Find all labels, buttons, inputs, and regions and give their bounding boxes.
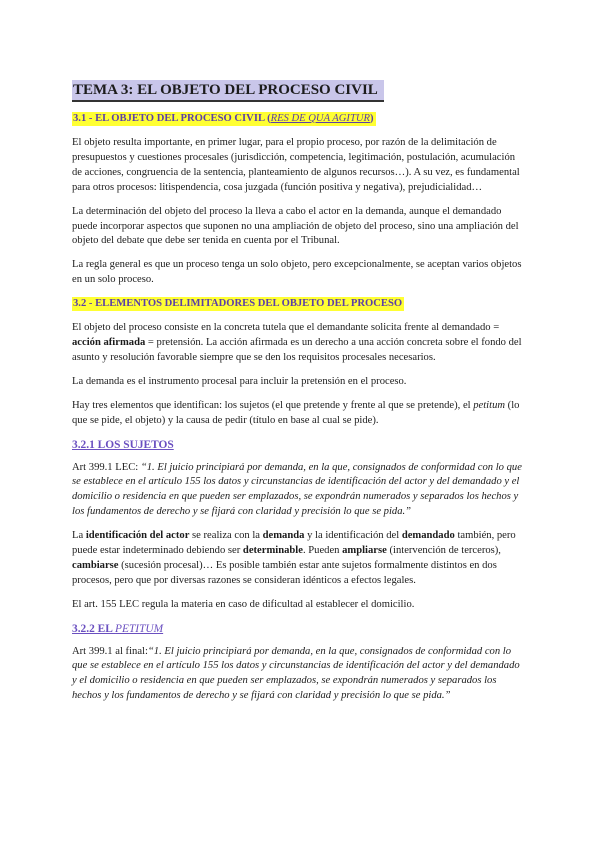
bold-demanda: demanda — [262, 530, 305, 542]
bold-determinable: determinable — [242, 545, 303, 557]
quote-text-2: “1. El juicio principiará por demanda, en la que, consignados de conformidad con lo que se establece en el artículo 155 los datos y circunstancias de identificación del actor y del demandado y el domicilio o residencia en que pueden ser emplazados, se expondrán numerados y separados los hechos y los fundamentos de derecho y se fijará con claridad y precisión lo que se pida.” — [72, 645, 520, 702]
p1-text-c: = pretensión. La acción afirmada es un derecho a una acción concreta sobre el fondo del asunto y resolución favorable siempre que se den los requisitos procesales necesarios. — [72, 337, 522, 363]
section-3-1-paragraph-1: El objeto resulta importante, en primer lugar, para el propio proceso, por razón de la delimitación de presupuestos y cuestiones procesales (jurisdicción, competencia, legitimación, postulación, acumulación de acciones, congruencia de la sentencia, planteamiento de algunos recursos…). A su vez, es fundamental para otros procesos: litispendencia, cosa juzgada (función positiva y negativa), prejudicialidad… — [72, 137, 520, 193]
t7: también, pero puede estar indeterminado debiendo ser — [72, 530, 516, 557]
section-3-1-heading-close: ) — [369, 113, 374, 124]
section-3-1-heading-italic: RES DE QUA AGITUR — [270, 113, 370, 124]
t5: y la identificación del — [304, 530, 402, 542]
section-3-1-paragraph-2: La determinación del objeto del proceso la lleva a cabo el actor en la demanda, aunque el demandado puede incorporar aspectos que suponen no una ampliación de objeto del proceso, sino una ampliación del objeto del debate que debe ser tenida en cuenta por el Tribunal. — [72, 205, 519, 247]
bold-ampliarse: ampliarse — [342, 545, 387, 557]
bold-identificacion: identificación del actor — [85, 530, 190, 542]
section-3-2-2-heading-text: 3.2.2 EL — [72, 622, 116, 635]
p1-text-a: El objeto del proceso consiste en la concreta tutela que el demandante solicita frente al demandado = — [72, 322, 500, 334]
bold-demandado: demandado — [401, 530, 455, 542]
section-3-2-1-paragraph-3: El art. 155 LEC regula la materia en caso de dificultad al establecer el domicilio. — [72, 598, 415, 610]
section-3-2-1-quote — [72, 461, 524, 521]
p1-bold-accion: acción afirmada — [72, 337, 146, 349]
quote-lead-2: Art 399.1 al final: — [72, 645, 148, 657]
section-3-2-heading: 3.2 - ELEMENTOS DELIMITADORES DEL OBJETO DEL PROCESO — [73, 298, 403, 310]
section-3-2-heading-wrap — [72, 297, 524, 321]
section-3-1-heading — [72, 112, 376, 126]
t13: (sucesión procesal)… Es posible también estar ante sujetos formalmente distintos en dos procesos, pero que por diversas razones se consideran idénticos a efectos legales. — [72, 559, 497, 586]
section-3-1-heading-wrap — [72, 112, 524, 136]
page-title: TEMA 3: EL OBJETO DEL PROCESO CIVIL — [72, 80, 384, 102]
section-3-2-1-heading: 3.2.1 LOS SUJETOS — [72, 438, 174, 451]
bold-cambiarse: cambiarse — [72, 559, 119, 571]
section-3-2-paragraph-2: La demanda es el instrumento procesal para incluir la pretensión en el proceso. — [72, 375, 407, 387]
section-3-1-heading-text: 3.1 - EL OBJETO DEL PROCESO CIVIL ( — [73, 113, 271, 124]
quote-text: “1. El juicio principiará por demanda, en la que, consignados de conformidad con lo que se establece en el artículo 155 los datos y circunstancias de identificación del actor y del demandado y el domicilio o residencia en que pueden ser emplazados, se expondrán numerados y separados los hechos y los fundamentos de derecho y se fijará con claridad y precisión lo que se pida.” — [72, 461, 522, 518]
section-3-2-2-quote — [72, 645, 524, 705]
section-3-2-1-paragraph-2 — [72, 529, 524, 589]
document-body — [72, 80, 524, 713]
p3-italic-petitum: petitum — [473, 399, 506, 411]
section-3-2-2-heading — [72, 622, 524, 637]
p3-text-c: (lo que se pide, el objeto) y la causa de pedir (título en base al cual se pide). — [72, 399, 520, 426]
t9: . Pueden — [302, 545, 343, 557]
section-3-2-paragraph-3 — [72, 399, 524, 429]
quote-lead: Art 399.1 LEC: — [72, 461, 141, 473]
section-3-2-2-heading-italic: PETITUM — [115, 622, 164, 635]
t1: La — [72, 530, 86, 542]
section-3-2-paragraph-1 — [72, 321, 524, 366]
t3: se realiza con la — [189, 530, 263, 542]
p3-text-a: Hay tres elementos que identifican: los sujetos (el que pretende y frente al que se pretende), el — [72, 399, 474, 411]
section-3-1-paragraph-3: La regla general es que un proceso tenga un solo objeto, pero excepcionalmente, se aceptan varios objetos en un solo proceso. — [72, 259, 522, 286]
t11: (intervención de terceros), — [386, 545, 501, 557]
page-title-wrap — [72, 80, 524, 112]
